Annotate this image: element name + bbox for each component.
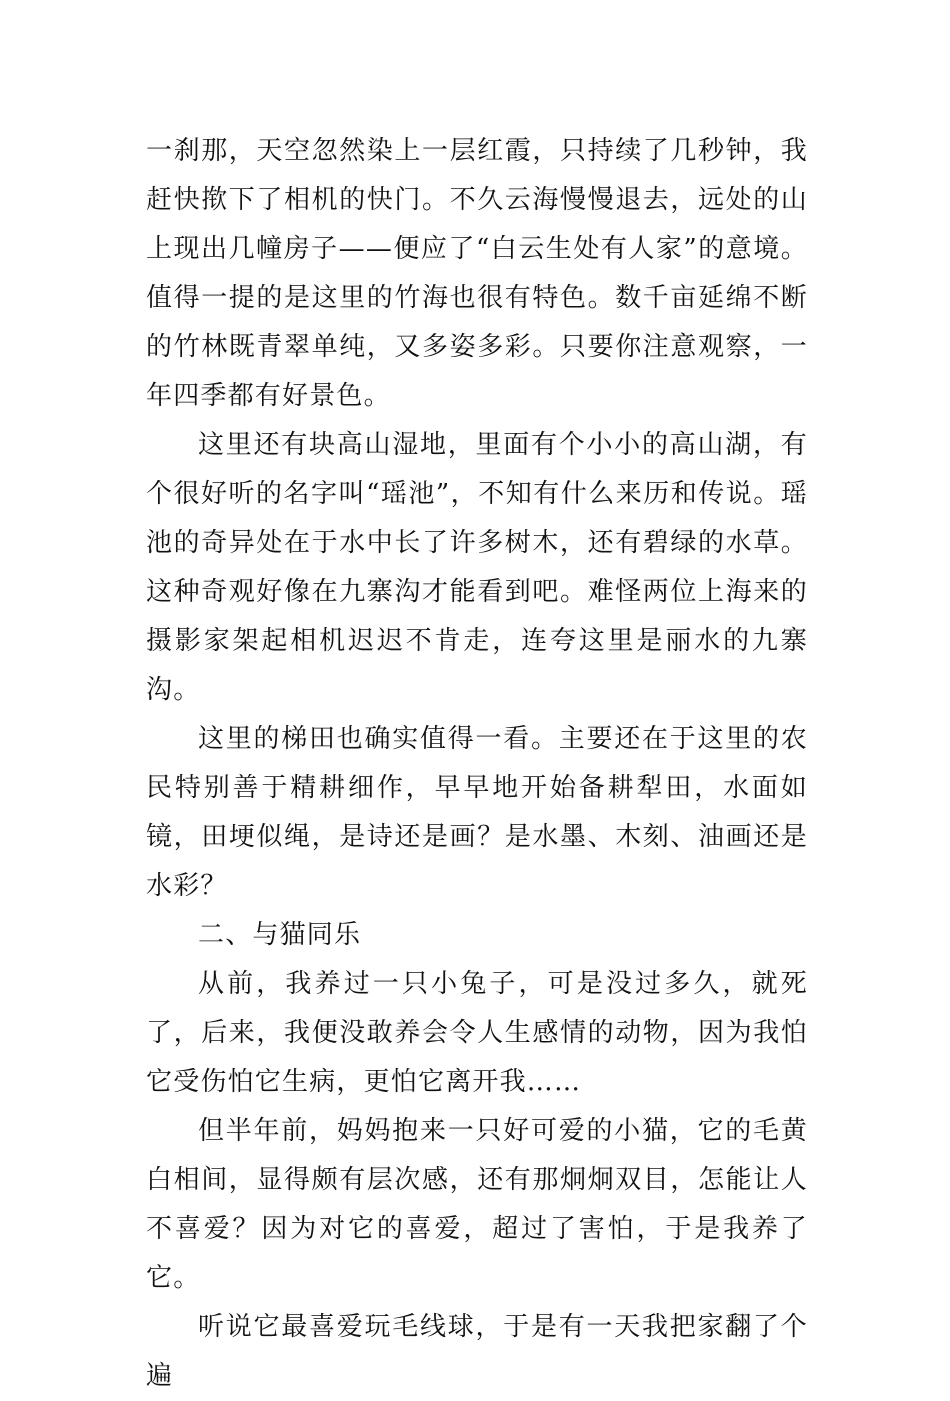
paragraph-kitten: 但半年前，妈妈抱来一只好可爱的小猫，它的毛黄白相间，显得颇有层次感，还有那炯炯双目，怎能让人不喜爱？因为对它的喜爱，超过了害怕，于是我养了它。 bbox=[146, 1116, 808, 1293]
paragraph-sunrise: 一刹那，天空忽然染上一层红霞，只持续了几秒钟，我赶快揿下了相机的快门。不久云海慢慢退去，远处的山上现出几幢房子——便应了“白云生处有人家”的意境。值得一提的是这里的竹海也很有特色。数千亩延绵不断的竹林既青翠单纯，又多姿多彩。只要你注意观察，一年四季都有好景色。 bbox=[146, 136, 808, 411]
paragraph-yaochi: 这里还有块高山湿地，里面有个小小的高山湖，有个很好听的名字叫“瑶池”，不知有什么来历和传说。瑶池的奇异处在于水中长了许多树木，还有碧绿的水草。这种奇观好像在九寨沟才能看到吧。难怪两位上海来的摄影家架起相机迟迟不肯走，连夸这里是丽水的九寨沟。 bbox=[146, 430, 808, 705]
section-heading: 二、与猫同乐 bbox=[198, 920, 362, 950]
paragraph-rabbit: 从前，我养过一只小兔子，可是没过多久，就死了，后来，我便没敢养会令人生感情的动物，因为我怕它受伤怕它生病，更怕它离开我…… bbox=[146, 969, 808, 1097]
paragraph-terraces: 这里的梯田也确实值得一看。主要还在于这里的农民特别善于精耕细作，早早地开始备耕犁田，水面如镜，田埂似绳，是诗还是画？是水墨、木刻、油画还是水彩？ bbox=[146, 724, 808, 901]
paragraph-yarn: 听说它最喜爱玩毛线球，于是有一天我把家翻了个遍 bbox=[146, 1312, 808, 1391]
document-page bbox=[146, 127, 808, 1401]
